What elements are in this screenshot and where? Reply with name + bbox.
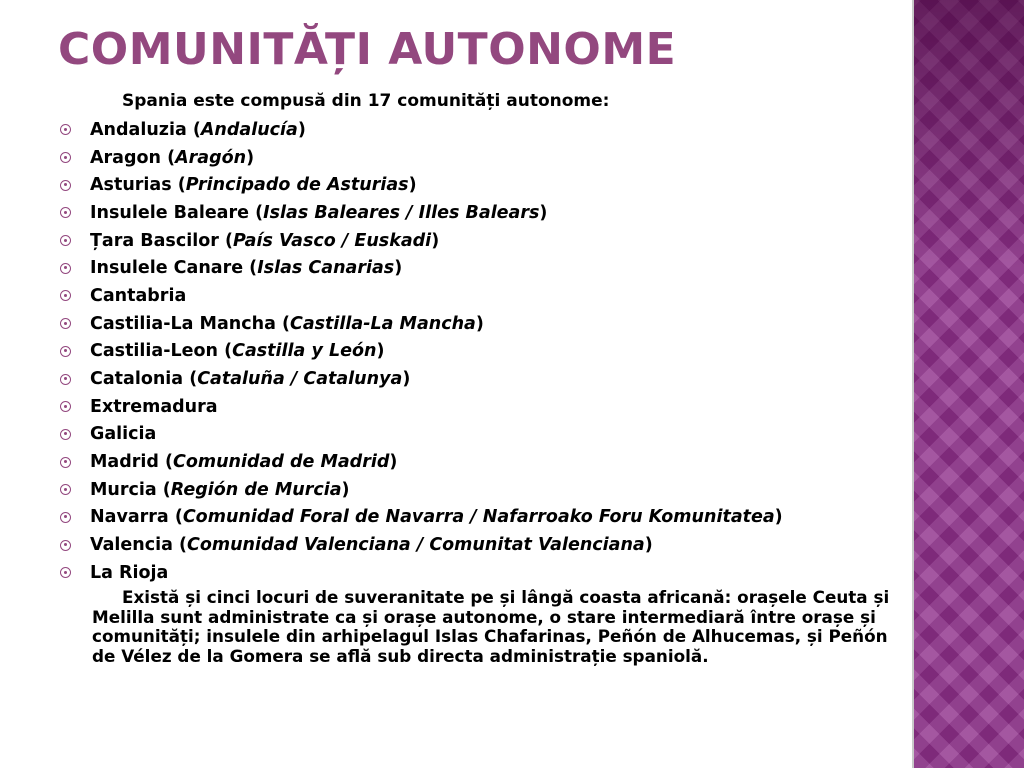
bullet-icon [60,180,71,191]
intro-text: Spania este compusă din 17 comunități autonome: [122,91,610,111]
list-item [60,476,783,504]
region-local-name: Comunidad Valenciana / Comunitat Valenciana [187,535,645,556]
bullet-icon [60,346,71,357]
region-name: Valencia [90,535,173,556]
list-item-text: Catalonia (Cataluña / Catalunya) [90,369,411,390]
region-local-name: Comunidad Foral de Navarra / Nafarroako Foru Komunitatea [182,507,775,528]
region-local-name: Islas Baleares / Illes Balears [263,202,540,223]
list-item [60,282,783,310]
list-item [60,171,783,199]
list-item [60,421,783,449]
region-name: Murcia [90,479,157,500]
bullet-icon [60,124,71,135]
bullet-icon [60,540,71,551]
bullet-icon [60,512,71,523]
bullet-icon [60,374,71,385]
bullet-icon [60,318,71,329]
autonomous-communities-list [60,116,783,587]
list-item [60,531,783,559]
list-item [60,116,783,144]
slide-title: COMUNITĂȚI AUTONOME [58,24,677,75]
list-item [60,559,783,587]
list-item [60,310,783,338]
note-paragraph: Există și cinci locuri de suveranitate pe și lângă coasta africană: orașele Ceuta și Melilla sunt administrate ca și orașe autonome, o stare intermediară între orașe și comunități; insulele din arhipelagul Islas Chafarinas, Peñón de Alhucemas, și Peñón de Vélez de la Gomera se află sub directa administrație spaniolă. [92,587,890,666]
region-name: Extremadura [90,396,218,417]
list-item-text: Insulele Canare (Islas Canarias) [90,258,403,279]
region-name: Țara Bascilor [90,230,219,251]
list-item [60,199,783,227]
list-item [60,365,783,393]
decorative-side-band [914,0,1024,768]
region-name: La Rioja [90,562,169,583]
bullet-icon [60,152,71,163]
region-local-name: Castilla-La Mancha [289,313,476,334]
region-name: Andaluzia [90,119,187,140]
bullet-icon [60,401,71,412]
region-name: Asturias [90,175,172,196]
bullet-icon [60,429,71,440]
bullet-icon [60,457,71,468]
region-name: Cantabria [90,285,187,306]
bullet-icon [60,263,71,274]
list-item [60,254,783,282]
bullet-icon [60,235,71,246]
region-name: Insulele Canare [90,258,244,279]
region-local-name: Andalucía [200,119,298,140]
list-item-text: Valencia (Comunidad Valenciana / Comunitat Valenciana) [90,535,653,556]
region-name: Madrid [90,452,159,473]
list-item [60,227,783,255]
bullet-icon [60,207,71,218]
region-name: Catalonia [90,369,184,390]
region-local-name: Comunidad de Madrid [173,452,390,473]
list-item-text: Murcia (Región de Murcia) [90,479,350,500]
region-local-name: Aragón [175,147,247,168]
region-local-name: Cataluña / Catalunya [197,369,403,390]
list-item-text [90,424,156,444]
region-name: Insulele Baleare [90,202,249,223]
list-item [60,393,783,421]
list-item [60,448,783,476]
region-local-name: País Vasco / Euskadi [232,230,432,251]
list-item-text [90,563,168,583]
region-name: Aragon [90,147,161,168]
region-name: Castilia-La Mancha [90,313,276,334]
list-item-text: Andaluzia (Andalucía) [90,119,306,140]
list-item-text: Insulele Baleare (Islas Baleares / Illes Balears) [90,202,548,223]
list-item-text: Castilia-La Mancha (Castilla-La Mancha) [90,313,484,334]
region-local-name: Islas Canarias [257,258,395,279]
bullet-icon [60,567,71,578]
region-local-name: Región de Murcia [170,479,342,500]
region-local-name: Principado de Asturias [185,175,409,196]
list-item-text: Castilia-Leon (Castilla y León) [90,341,385,362]
list-item [60,144,783,172]
list-item-text [90,397,218,417]
region-name: Navarra [90,507,169,528]
list-item [60,338,783,366]
region-name: Galicia [90,424,157,445]
list-item-text: Aragon (Aragón) [90,147,255,168]
list-item-text: Navarra (Comunidad Foral de Navarra / Nafarroako Foru Komunitatea) [90,507,783,528]
list-item-text: Țara Bascilor (País Vasco / Euskadi) [90,230,440,251]
list-item-text [90,286,186,306]
list-item [60,504,783,532]
list-item-text: Madrid (Comunidad de Madrid) [90,452,398,473]
region-local-name: Castilla y León [232,341,377,362]
region-name: Castilia-Leon [90,341,219,362]
bullet-icon [60,290,71,301]
list-item-text: Asturias (Principado de Asturias) [90,175,417,196]
bullet-icon [60,484,71,495]
